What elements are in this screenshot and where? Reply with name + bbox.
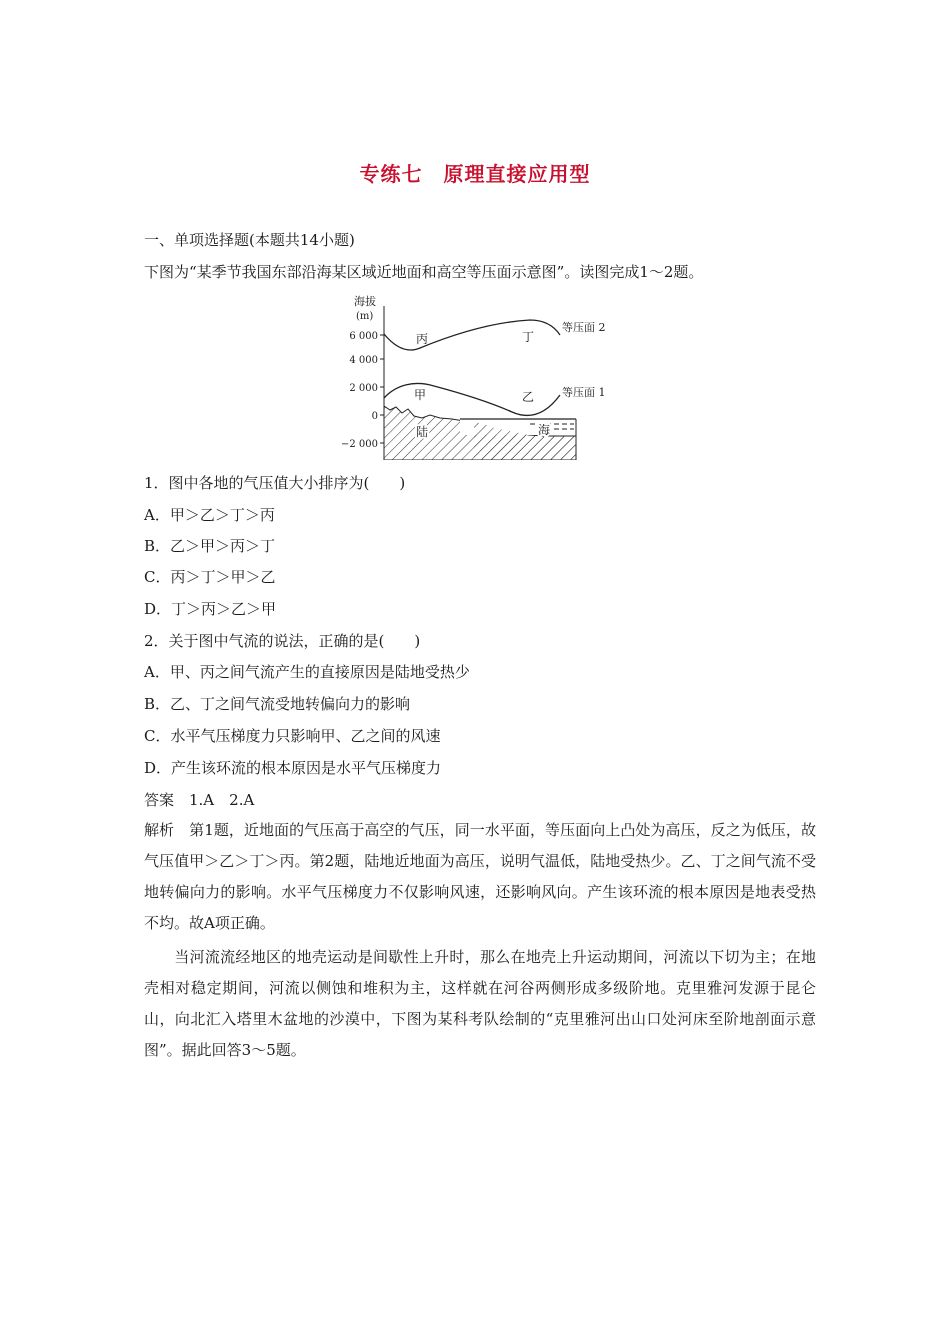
y-axis-title: 海拔 [354, 295, 376, 308]
answer-line: 答案 1.A 2.A [144, 791, 255, 809]
tick-minus-2000: −2 000 [340, 439, 378, 450]
label-jia: 甲 [413, 388, 427, 402]
question-2-stem: 2．关于图中气流的说法，正确的是( ) [144, 632, 421, 650]
intro-text: 下图为“某季节我国东部沿海某区域近地面和高空等压面示意图”。读图完成1～2题。 [144, 263, 704, 281]
label-yi: 乙 [521, 390, 535, 404]
page-title: 专练七 原理直接应用型 [359, 162, 591, 186]
tick-0: 0 [371, 411, 378, 422]
question-2-option-a: A．甲、丙之间气流产生的直接原因是陆地受热少 [144, 663, 470, 681]
label-sea: 海 [537, 423, 551, 437]
question-1-option-b: B．乙＞甲＞丙＞丁 [144, 537, 276, 555]
question-2-option-d: D．产生该环流的根本原因是水平气压梯度力 [144, 759, 442, 777]
label-isobar-2: 等压面 2 [562, 321, 606, 334]
passage-text: 当河流流经地区的地壳运动是间歇性上升时，那么在地壳上升运动期间，河流以下切为主；在地壳相对稳定期间，河流以侧蚀和堆积为主，这样就在河谷两侧形成多级阶地。克里雅河发源于昆仑山，向北汇入塔里木盆地的沙漠中，下图为某科考队绘制的“克里雅河出山口处河床至阶地剖面示意图”。据此回答3～5题。 [144, 948, 816, 1059]
isobar-diagram [334, 290, 634, 464]
tick-4000: 4 000 [349, 355, 378, 366]
question-2-option-b: B．乙、丁之间气流受地转偏向力的影响 [144, 695, 411, 713]
question-1-option-c: C．丙＞丁＞甲＞乙 [144, 568, 276, 586]
passage-paragraph [144, 942, 816, 1066]
label-ding: 丁 [521, 330, 535, 344]
question-1-option-a: A．甲＞乙＞丁＞丙 [144, 506, 275, 524]
label-land: 陆 [415, 425, 429, 439]
question-1-option-d: D．丁＞丙＞乙＞甲 [144, 600, 277, 618]
analysis-paragraph: 解析 第1题，近地面的气压高于高空的气压，同一水平面，等压面向上凸处为高压，反之为低压，故气压值甲＞乙＞丁＞丙。第2题，陆地近地面为高压，说明气温低，陆地受热少。乙、丁之间气流不受地转偏向力的影响。水平气压梯度力不仅影响风速，还影响风向。产生该环流的根本原因是地表受热不均。故A项正确。 [144, 821, 816, 932]
y-axis-unit: (m) [356, 311, 374, 322]
tick-6000: 6 000 [349, 331, 378, 342]
section-heading: 一、单项选择题(本题共14小题) [144, 231, 355, 249]
label-isobar-1: 等压面 1 [562, 386, 606, 399]
label-bing: 丙 [415, 332, 429, 346]
question-1-stem: 1．图中各地的气压值大小排序为( ) [144, 474, 406, 492]
tick-2000: 2 000 [349, 383, 378, 394]
question-2-option-c: C．水平气压梯度力只影响甲、乙之间的风速 [144, 727, 441, 745]
